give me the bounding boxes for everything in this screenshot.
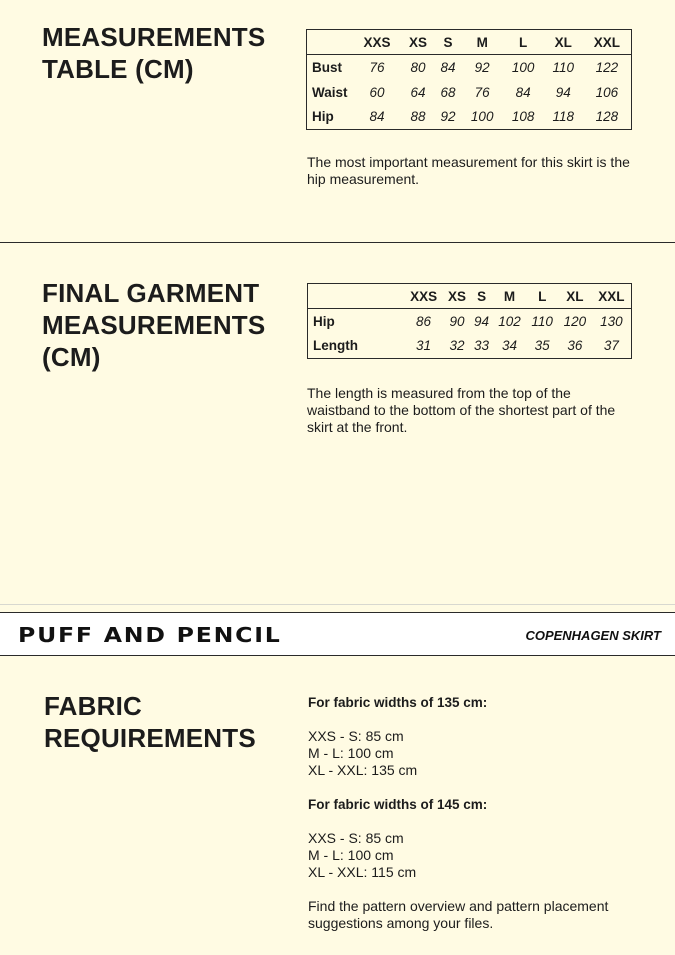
size-header: XXL [583, 30, 632, 55]
title-line: MEASUREMENTS [42, 22, 266, 52]
row-label: Bust [312, 59, 342, 75]
size-header: S [434, 30, 461, 55]
title-line: REQUIREMENTS [44, 723, 256, 753]
cell: 106 [595, 84, 619, 100]
cell: 100 [511, 59, 535, 75]
cell: 34 [501, 338, 517, 354]
cell: 102 [498, 313, 521, 329]
page-break-line [0, 604, 675, 605]
garment-measurements-table [307, 283, 632, 359]
cell: 37 [603, 338, 619, 354]
row-label: Hip [313, 313, 335, 329]
fabric-line: M - L: 100 cm [308, 847, 394, 863]
cell: 88 [410, 109, 426, 125]
cell: 84 [369, 109, 385, 125]
cell: 94 [555, 84, 571, 100]
spacer [308, 813, 648, 830]
table-row [307, 105, 632, 130]
fabric-requirements-list [308, 694, 648, 932]
fabric-line: M - L: 100 cm [308, 745, 394, 761]
table-row [307, 80, 632, 105]
size-header: L [503, 30, 544, 55]
spacer [308, 711, 648, 728]
cell: 120 [563, 313, 587, 329]
table-header-row [308, 284, 632, 309]
pattern-files-note: Find the pattern overview and pattern placement suggestions among your files. [308, 898, 609, 931]
size-header: XXS [353, 30, 402, 55]
size-header: XXL [592, 284, 632, 309]
cell: 31 [416, 338, 432, 354]
row-label: Length [313, 338, 358, 354]
table-row [308, 334, 632, 359]
cell: 35 [534, 338, 550, 354]
cell: 110 [552, 59, 574, 75]
cell: 90 [449, 313, 465, 329]
title-line: MEASUREMENTS [42, 310, 266, 340]
garment-measurements-title [42, 277, 265, 373]
cell: 100 [470, 109, 494, 125]
size-header: XL [544, 30, 583, 55]
title-line: TABLE (CM) [42, 54, 194, 84]
cell: 92 [474, 59, 490, 75]
title-line: FABRIC [44, 691, 142, 721]
size-header: M [462, 30, 503, 55]
spacer [308, 881, 648, 898]
fabric-width-heading: For fabric widths of 145 cm: [308, 797, 488, 812]
product-name: COPENHAGEN SKIRT [525, 628, 661, 643]
cell: 32 [449, 338, 465, 354]
cell: 94 [474, 313, 490, 329]
fabric-requirements-title [44, 690, 256, 754]
row-label: Waist [312, 84, 348, 100]
table-corner [308, 284, 404, 309]
cell: 92 [440, 109, 456, 125]
cell: 130 [600, 313, 623, 329]
row-label: Hip [312, 109, 334, 125]
fabric-width-heading: For fabric widths of 135 cm: [308, 695, 488, 710]
cell: 68 [440, 84, 456, 100]
cell: 76 [369, 59, 385, 75]
fabric-line: XL - XXL: 135 cm [308, 762, 418, 778]
measurements-table [306, 29, 632, 130]
cell: 118 [552, 109, 574, 125]
size-header: XS [402, 30, 435, 55]
table-row [307, 55, 632, 80]
cell: 76 [474, 84, 490, 100]
cell: 84 [440, 59, 456, 75]
measurements-note: The most important measurement for this skirt is the hip measurement. [307, 154, 630, 187]
measurements-table-title [42, 21, 265, 85]
section-divider [0, 242, 675, 243]
size-header: L [526, 284, 558, 309]
size-header: XXS [404, 284, 444, 309]
cell: 110 [531, 313, 553, 329]
title-line: (CM) [42, 342, 101, 372]
cell: 64 [410, 84, 426, 100]
length-note: The length is measured from the top of the waistband to the bottom of the shortest part of the skirt at the front. [307, 385, 616, 435]
cell: 86 [416, 313, 432, 329]
spacer [308, 779, 648, 796]
fabric-line: XXS - S: 85 cm [308, 830, 404, 846]
fabric-line: XL - XXL: 115 cm [308, 864, 417, 880]
brand-logo: PUFF AND PENCIL [18, 623, 282, 647]
cell: 80 [410, 59, 426, 75]
table-corner [307, 30, 353, 55]
cell: 33 [474, 338, 490, 354]
cell: 108 [511, 109, 535, 125]
table-row [308, 309, 632, 334]
cell: 36 [567, 338, 583, 354]
cell: 60 [369, 84, 385, 100]
cell: 122 [595, 59, 619, 75]
size-header: XS [444, 284, 471, 309]
cell: 128 [595, 109, 619, 125]
size-header: S [470, 284, 492, 309]
brand-banner [0, 612, 675, 656]
size-header: M [493, 284, 526, 309]
cell: 84 [515, 84, 531, 100]
title-line: FINAL GARMENT [42, 278, 260, 308]
table-header-row [307, 30, 632, 55]
size-header: XL [558, 284, 591, 309]
fabric-line: XXS - S: 85 cm [308, 728, 404, 744]
